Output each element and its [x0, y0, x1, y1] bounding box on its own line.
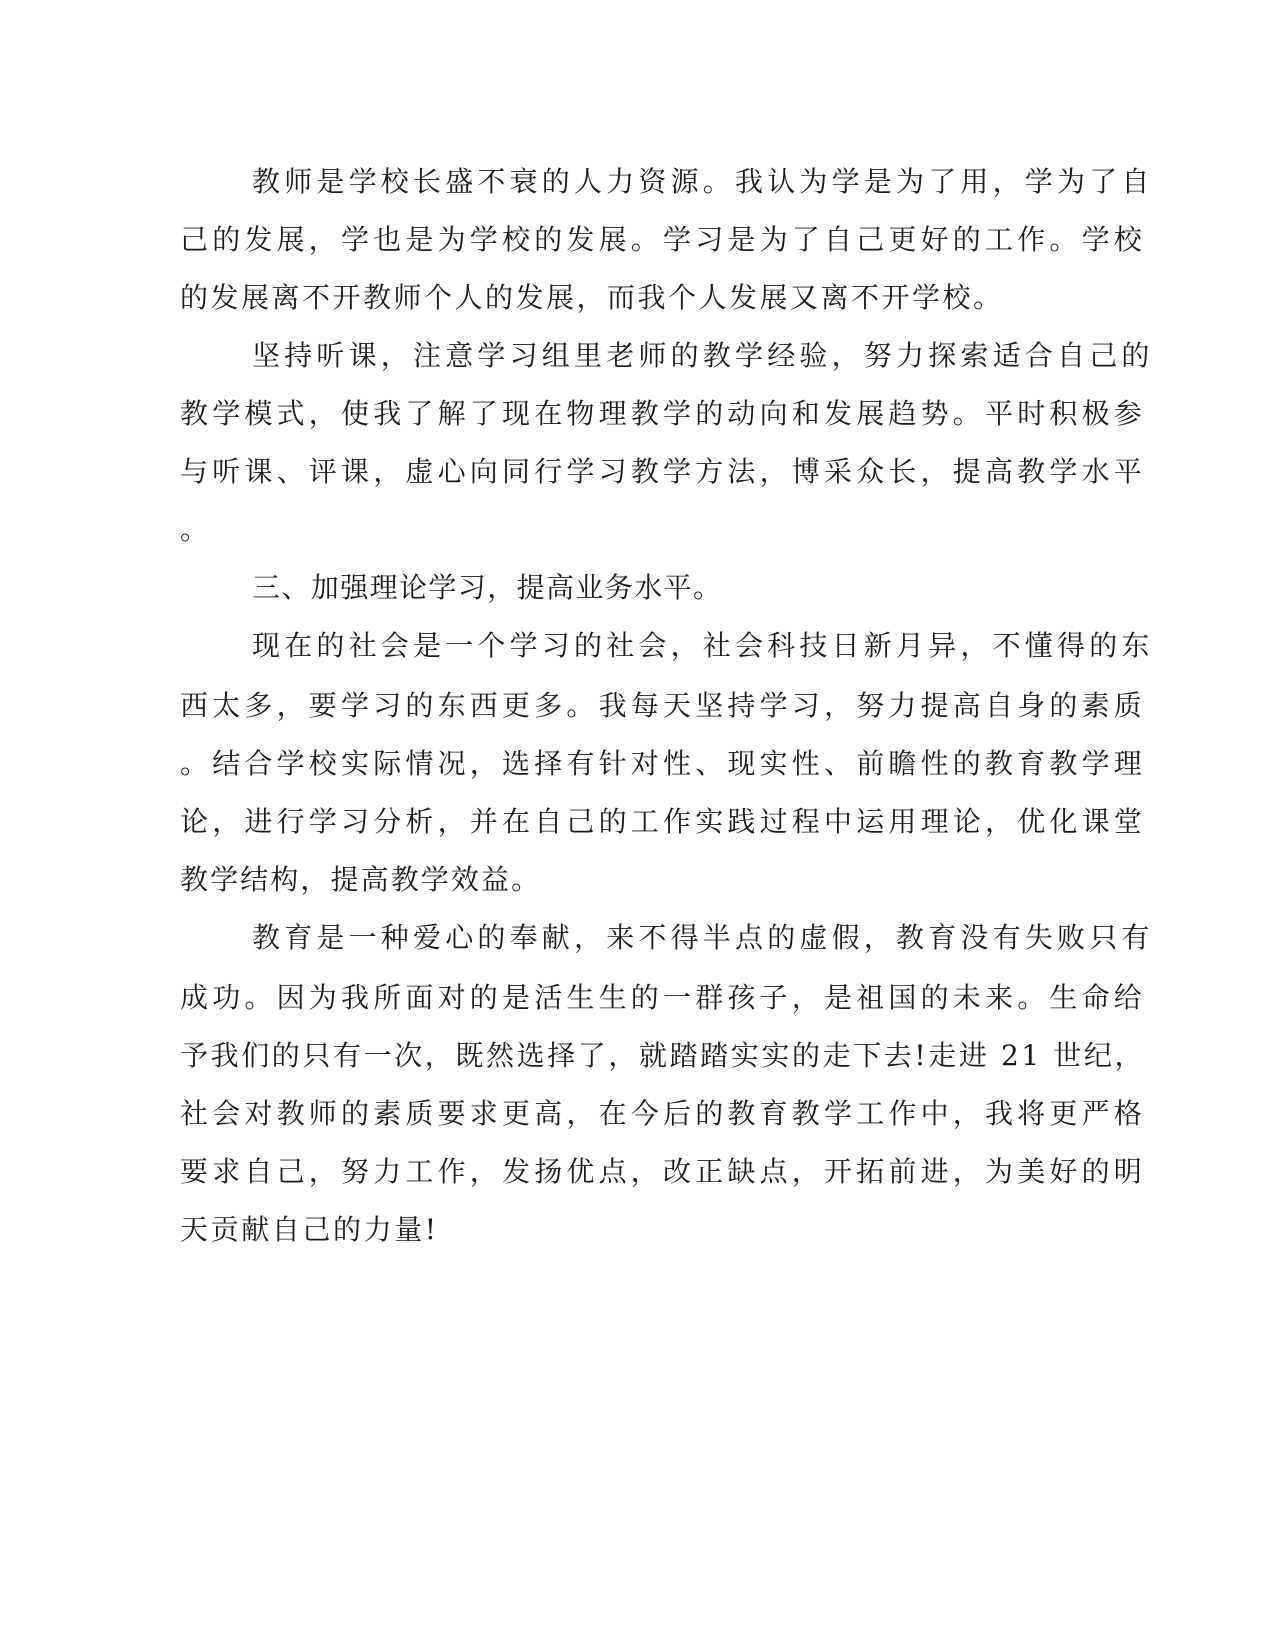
- text-line: 教育是一种爱心的奉献，来不得半点的虚假，教育没有失败只有: [252, 921, 1154, 954]
- text-line: 社会对教师的素质要求更高，在今后的教育教学工作中，我将更严格: [180, 1097, 1147, 1130]
- text-line: 予我们的只有一次，既然选择了，就踏踏实实的走下去!走进 21 世纪，: [180, 1039, 1146, 1072]
- text-line: 论，进行学习分析，并在自己的工作实践过程中运用理论，优化课堂: [180, 805, 1147, 838]
- text-line: 。: [180, 513, 209, 546]
- text-line: 西太多，要学习的东西更多。我每天坚持学习，努力提高自身的素质: [180, 689, 1147, 722]
- text-line: 教学模式，使我了解了现在物理教学的动向和发展趋势。平时积极参: [180, 397, 1147, 430]
- text-line: 现在的社会是一个学习的社会，社会科技日新月异，不懂得的东: [252, 629, 1154, 662]
- text-line: 己的发展，学也是为学校的发展。学习是为了自己更好的工作。学校: [180, 223, 1147, 256]
- text-line: 的发展离不开教师个人的发展，而我个人发展又离不开学校。: [180, 281, 1004, 314]
- text-line: 坚持听课，注意学习组里老师的教学经验，努力探索适合自己的: [252, 339, 1154, 372]
- section-heading: 三、加强理论学习，提高业务水平。: [252, 571, 723, 604]
- text-line: 。结合学校实际情况，选择有针对性、现实性、前瞻性的教育教学理: [180, 747, 1147, 780]
- text-line: 天贡献自己的力量!: [180, 1213, 439, 1246]
- text-line: 教师是学校长盛不衰的人力资源。我认为学是为了用，学为了自: [252, 165, 1154, 198]
- text-line: 与听课、评课，虚心向同行学习教学方法，博采众长，提高教学水平: [180, 455, 1147, 488]
- text-line: 要求自己，努力工作，发扬优点，改正缺点，开拓前进，为美好的明: [180, 1155, 1147, 1188]
- text-line: 教学结构，提高教学效益。: [180, 863, 542, 896]
- text-line: 成功。因为我所面对的是活生生的一群孩子，是祖国的未来。生命给: [180, 981, 1147, 1014]
